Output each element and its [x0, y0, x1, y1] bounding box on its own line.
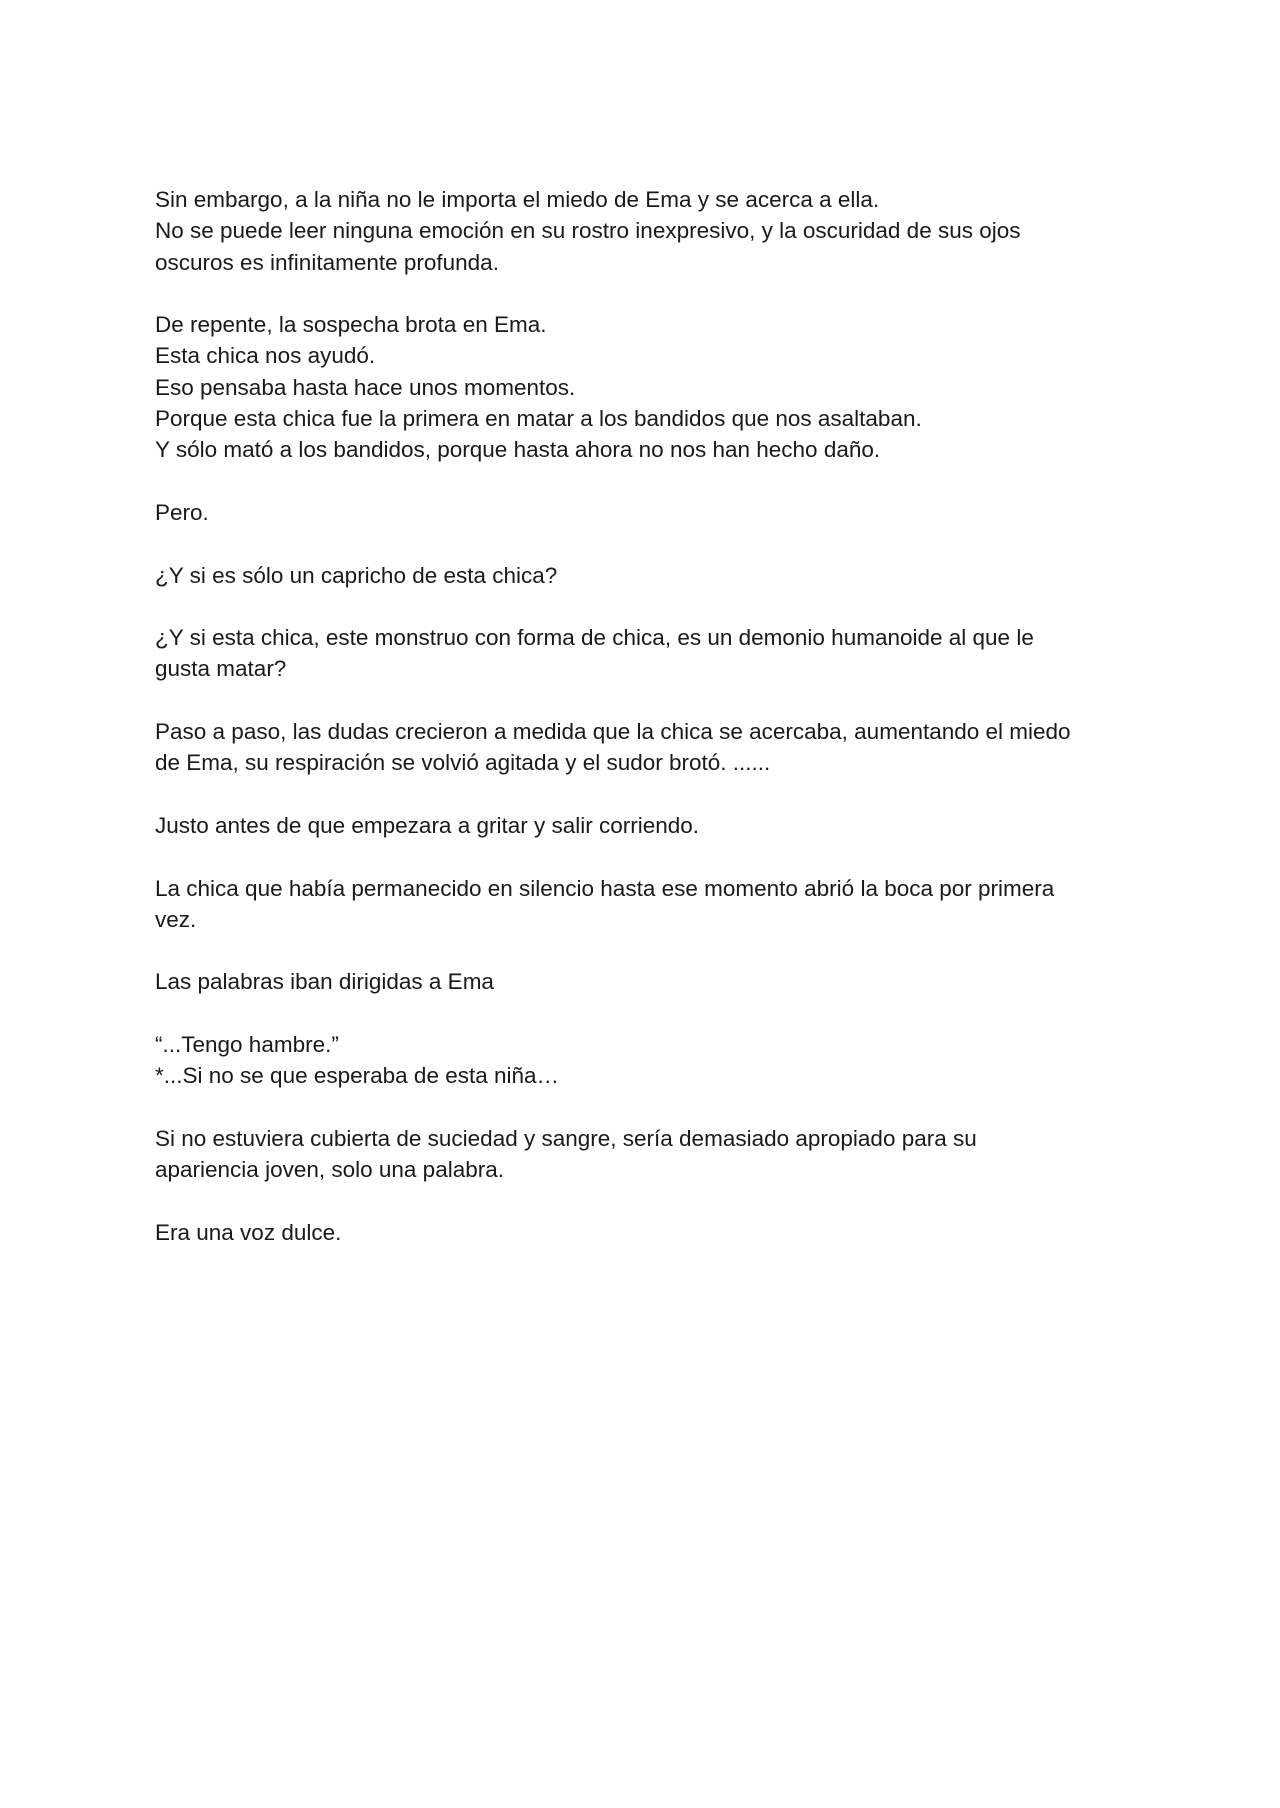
text-line: Si no estuviera cubierta de suciedad y sangre, sería demasiado apropiado para su: [155, 1125, 977, 1151]
text-line: Justo antes de que empezara a gritar y salir corriendo.: [155, 812, 700, 838]
text-line: La chica que había permanecido en silencio hasta ese momento abrió la boca por primera: [155, 875, 1055, 901]
blank-line: [155, 935, 1135, 966]
text-line: apariencia joven, solo una palabra.: [155, 1157, 504, 1183]
blank-line: [155, 779, 1135, 810]
text-line: Eso pensaba hasta hace unos momentos.: [155, 374, 576, 400]
blank-line: [155, 998, 1135, 1029]
text-line: Era una voz dulce.: [155, 1219, 342, 1245]
text-line: Sin embargo, a la niña no le importa el miedo de Ema y se acerca a ella.: [155, 187, 880, 212]
text-line: Las palabras iban dirigidas a Ema: [155, 969, 494, 995]
blank-line: [155, 1092, 1135, 1123]
blank-line: [155, 466, 1135, 497]
text-line: Porque esta chica fue la primera en matar a los bandidos que nos asaltaban.: [155, 406, 922, 432]
text-line: “...Tengo hambre.”: [155, 1032, 339, 1058]
text-line: ¿Y si es sólo un capricho de esta chica?: [155, 562, 558, 588]
text-line: De repente, la sospecha brota en Ema.: [155, 312, 547, 338]
text-line: Y sólo mató a los bandidos, porque hasta ahora no nos han hecho daño.: [155, 437, 881, 463]
text-line: Pero.: [155, 499, 209, 525]
text-line: oscuros es infinitamente profunda.: [155, 249, 499, 275]
blank-line: [155, 591, 1135, 622]
text-line: *...Si no se que esperaba de esta niña…: [155, 1063, 560, 1089]
text-line: Esta chica nos ayudó.: [155, 343, 376, 369]
text-line: gusta matar?: [155, 656, 287, 682]
blank-line: [155, 278, 1135, 309]
text-line: No se puede leer ninguna emoción en su rostro inexpresivo, y la oscuridad de sus ojos: [155, 218, 1021, 244]
blank-line: [155, 841, 1135, 872]
blank-line: [155, 685, 1135, 716]
text-line: Paso a paso, las dudas crecieron a medida que la chica se acercaba, aumentando el miedo: [155, 719, 1071, 745]
blank-line: [155, 1186, 1135, 1217]
blank-line: [155, 528, 1135, 559]
text-line: vez.: [155, 906, 197, 932]
document-text: [155, 184, 1135, 1248]
text-line: de Ema, su respiración se volvió agitada y el sudor brotó. ......: [155, 750, 771, 776]
text-line: ¿Y si esta chica, este monstruo con forma de chica, es un demonio humanoide al que le: [155, 625, 1034, 651]
